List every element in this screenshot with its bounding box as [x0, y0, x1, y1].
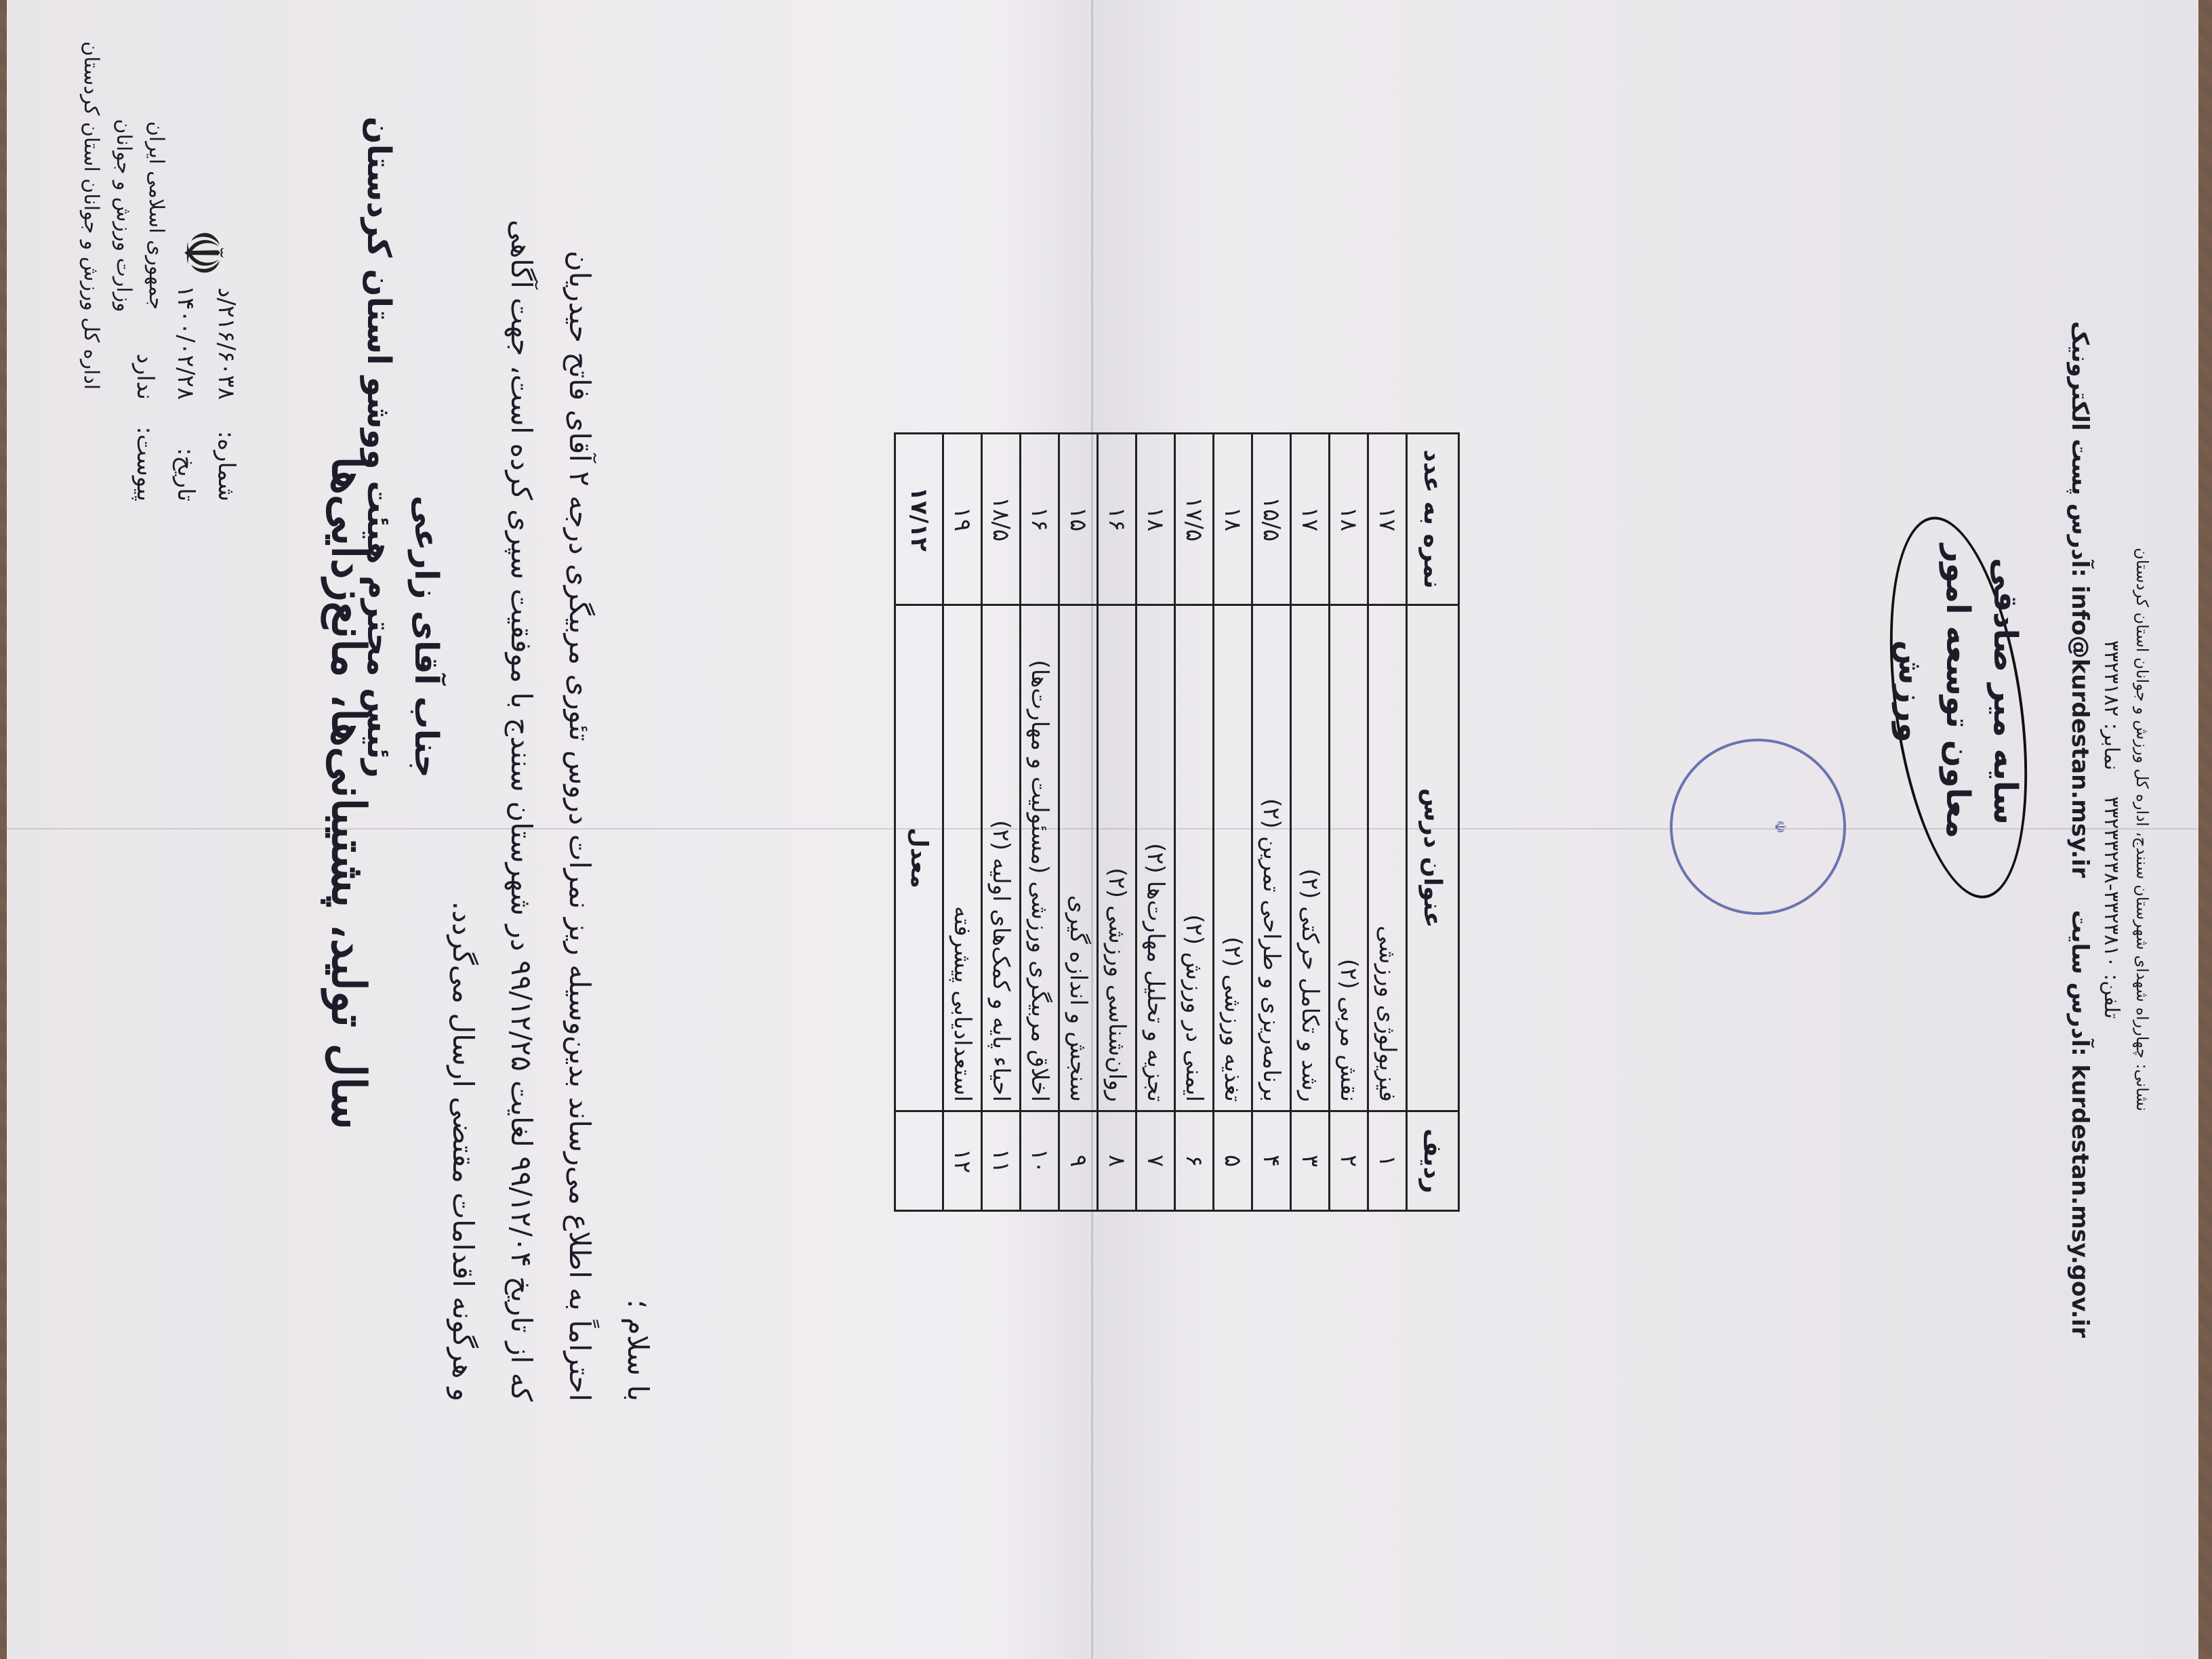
signature-block — [1887, 488, 2029, 895]
postal-address: نشانی: چهارراه شهدای شهرستان سنندج، اداره کل ورزش و جوانان استان کردستان — [2133, 548, 2152, 1111]
column-header: عنوان درس — [1407, 605, 1459, 1111]
table-row: ۲ نقش مربی (۲) ۱۸ — [1330, 434, 1368, 1211]
addressee-title: رئیس محترم هیئت ووشو استان کردستان — [360, 116, 398, 778]
letter-footer — [2064, 95, 2158, 1564]
column-header: ردیف — [1407, 1111, 1459, 1211]
body-line: و هرگونه اقدامات مقتضی ارسال می‌گردد. — [447, 901, 480, 1401]
table-row: ۱۰ اخلاق مربیگری ورزشی (مسئولیت و مهارت‌ها) ۱۶ — [1021, 434, 1059, 1211]
letter-date: تاریخ:۱۴۰۰/۰۲/۲۸ — [172, 285, 199, 501]
org-line: جمهوری اسلامی ایران — [144, 121, 168, 310]
online-contacts — [2064, 95, 2095, 1564]
column-header: نمره به عدد — [1407, 434, 1459, 605]
table-header-row — [1407, 434, 1459, 1211]
contact-line — [2095, 95, 2127, 1564]
addressee-name: جناب آقای زارعی — [407, 495, 445, 778]
letter-page — [7, 0, 2198, 1659]
website: آدرس سایت: kurdestan.msy.gov.ir — [2066, 909, 2093, 1338]
phone: تلفن: ۳۳۲۳۸۱۰-۳۳۲۳۳۲۳۸ — [2100, 796, 2123, 1019]
table-row: ۱۲ استعدادیابی پیشرفته ۱۹ — [943, 434, 982, 1211]
org-line: وزارت ورزش و جوانان — [112, 119, 136, 312]
fax: نمابر: ۳۳۲۳۱۸۲ — [2100, 640, 2123, 771]
average-value: ۱۷/۱۲ — [895, 434, 943, 605]
email: آدرس پست الکترونیک: info@kurdestan.msy.ir — [2066, 321, 2093, 878]
letter-number: شماره:۲۱۶/۶۰۳۸/د — [213, 287, 240, 501]
grades-table — [894, 432, 1460, 1212]
table-row: ۱ فیزیولوژی ورزشی ۱۷ — [1368, 434, 1407, 1211]
signer-title: معاون توسعه امور ورزش — [1891, 544, 1977, 839]
body-line: احتراماً به اطلاع می‌رساند بدین‌وسیله ریز نمرات دروس تئوری مربیگری درجه ۲ آقای فاتح حیدریان — [563, 250, 596, 1401]
official-stamp: ☫ — [1670, 739, 1846, 915]
body-line: که از تاریخ ۹۹/۱۲/۰۴ لغایت ۹۹/۱۲/۲۵ در شهرستان سنندج با موفقیت سپری کرده است، جهت آگاهی — [505, 220, 538, 1401]
signer-name: سایه میر صادقی — [1986, 558, 2024, 825]
table-row: ۷ تجزیه و تحلیل مهارت‌ها (۲) ۱۸ — [1136, 434, 1175, 1211]
iran-emblem-icon: ☫ — [171, 228, 234, 277]
year-slogan: سال تولید، پشتیبانی‌ها، مانع‌زدایی‌ها — [321, 456, 375, 1130]
org-line: اداره کل ورزش و جوانان استان کردستان — [79, 41, 103, 390]
average-label: معدل — [895, 605, 943, 1111]
table-row: ۴ برنامه‌ریزی و طراحی تمرین (۲) ۱۵/۵ — [1252, 434, 1291, 1211]
table-row: ۸ روان‌شناسی ورزشی (۲) ۱۶ — [1098, 434, 1136, 1211]
greeting: با سلام ؛ — [621, 1299, 655, 1401]
average-row — [895, 434, 943, 1211]
letter-meta — [125, 217, 247, 501]
table-row: ۵ تغذیه ورزشی (۲) ۱۸ — [1214, 434, 1252, 1211]
table-row: ۹ سنجش و اندازه گیری ۱۵ — [1059, 434, 1098, 1211]
table-row: ۳ رشد و تکامل حرکتی (۲) ۱۷ — [1291, 434, 1330, 1211]
table-row: ۱۱ احیاء پایه و کمک‌های اولیه (۲) ۱۸/۵ — [982, 434, 1021, 1211]
table-row: ۶ ایمنی در ورزش (۲) ۱۷/۵ — [1175, 434, 1214, 1211]
letter-body — [434, 46, 667, 1401]
letter-attachment: پیوست:ندارد — [131, 353, 159, 501]
